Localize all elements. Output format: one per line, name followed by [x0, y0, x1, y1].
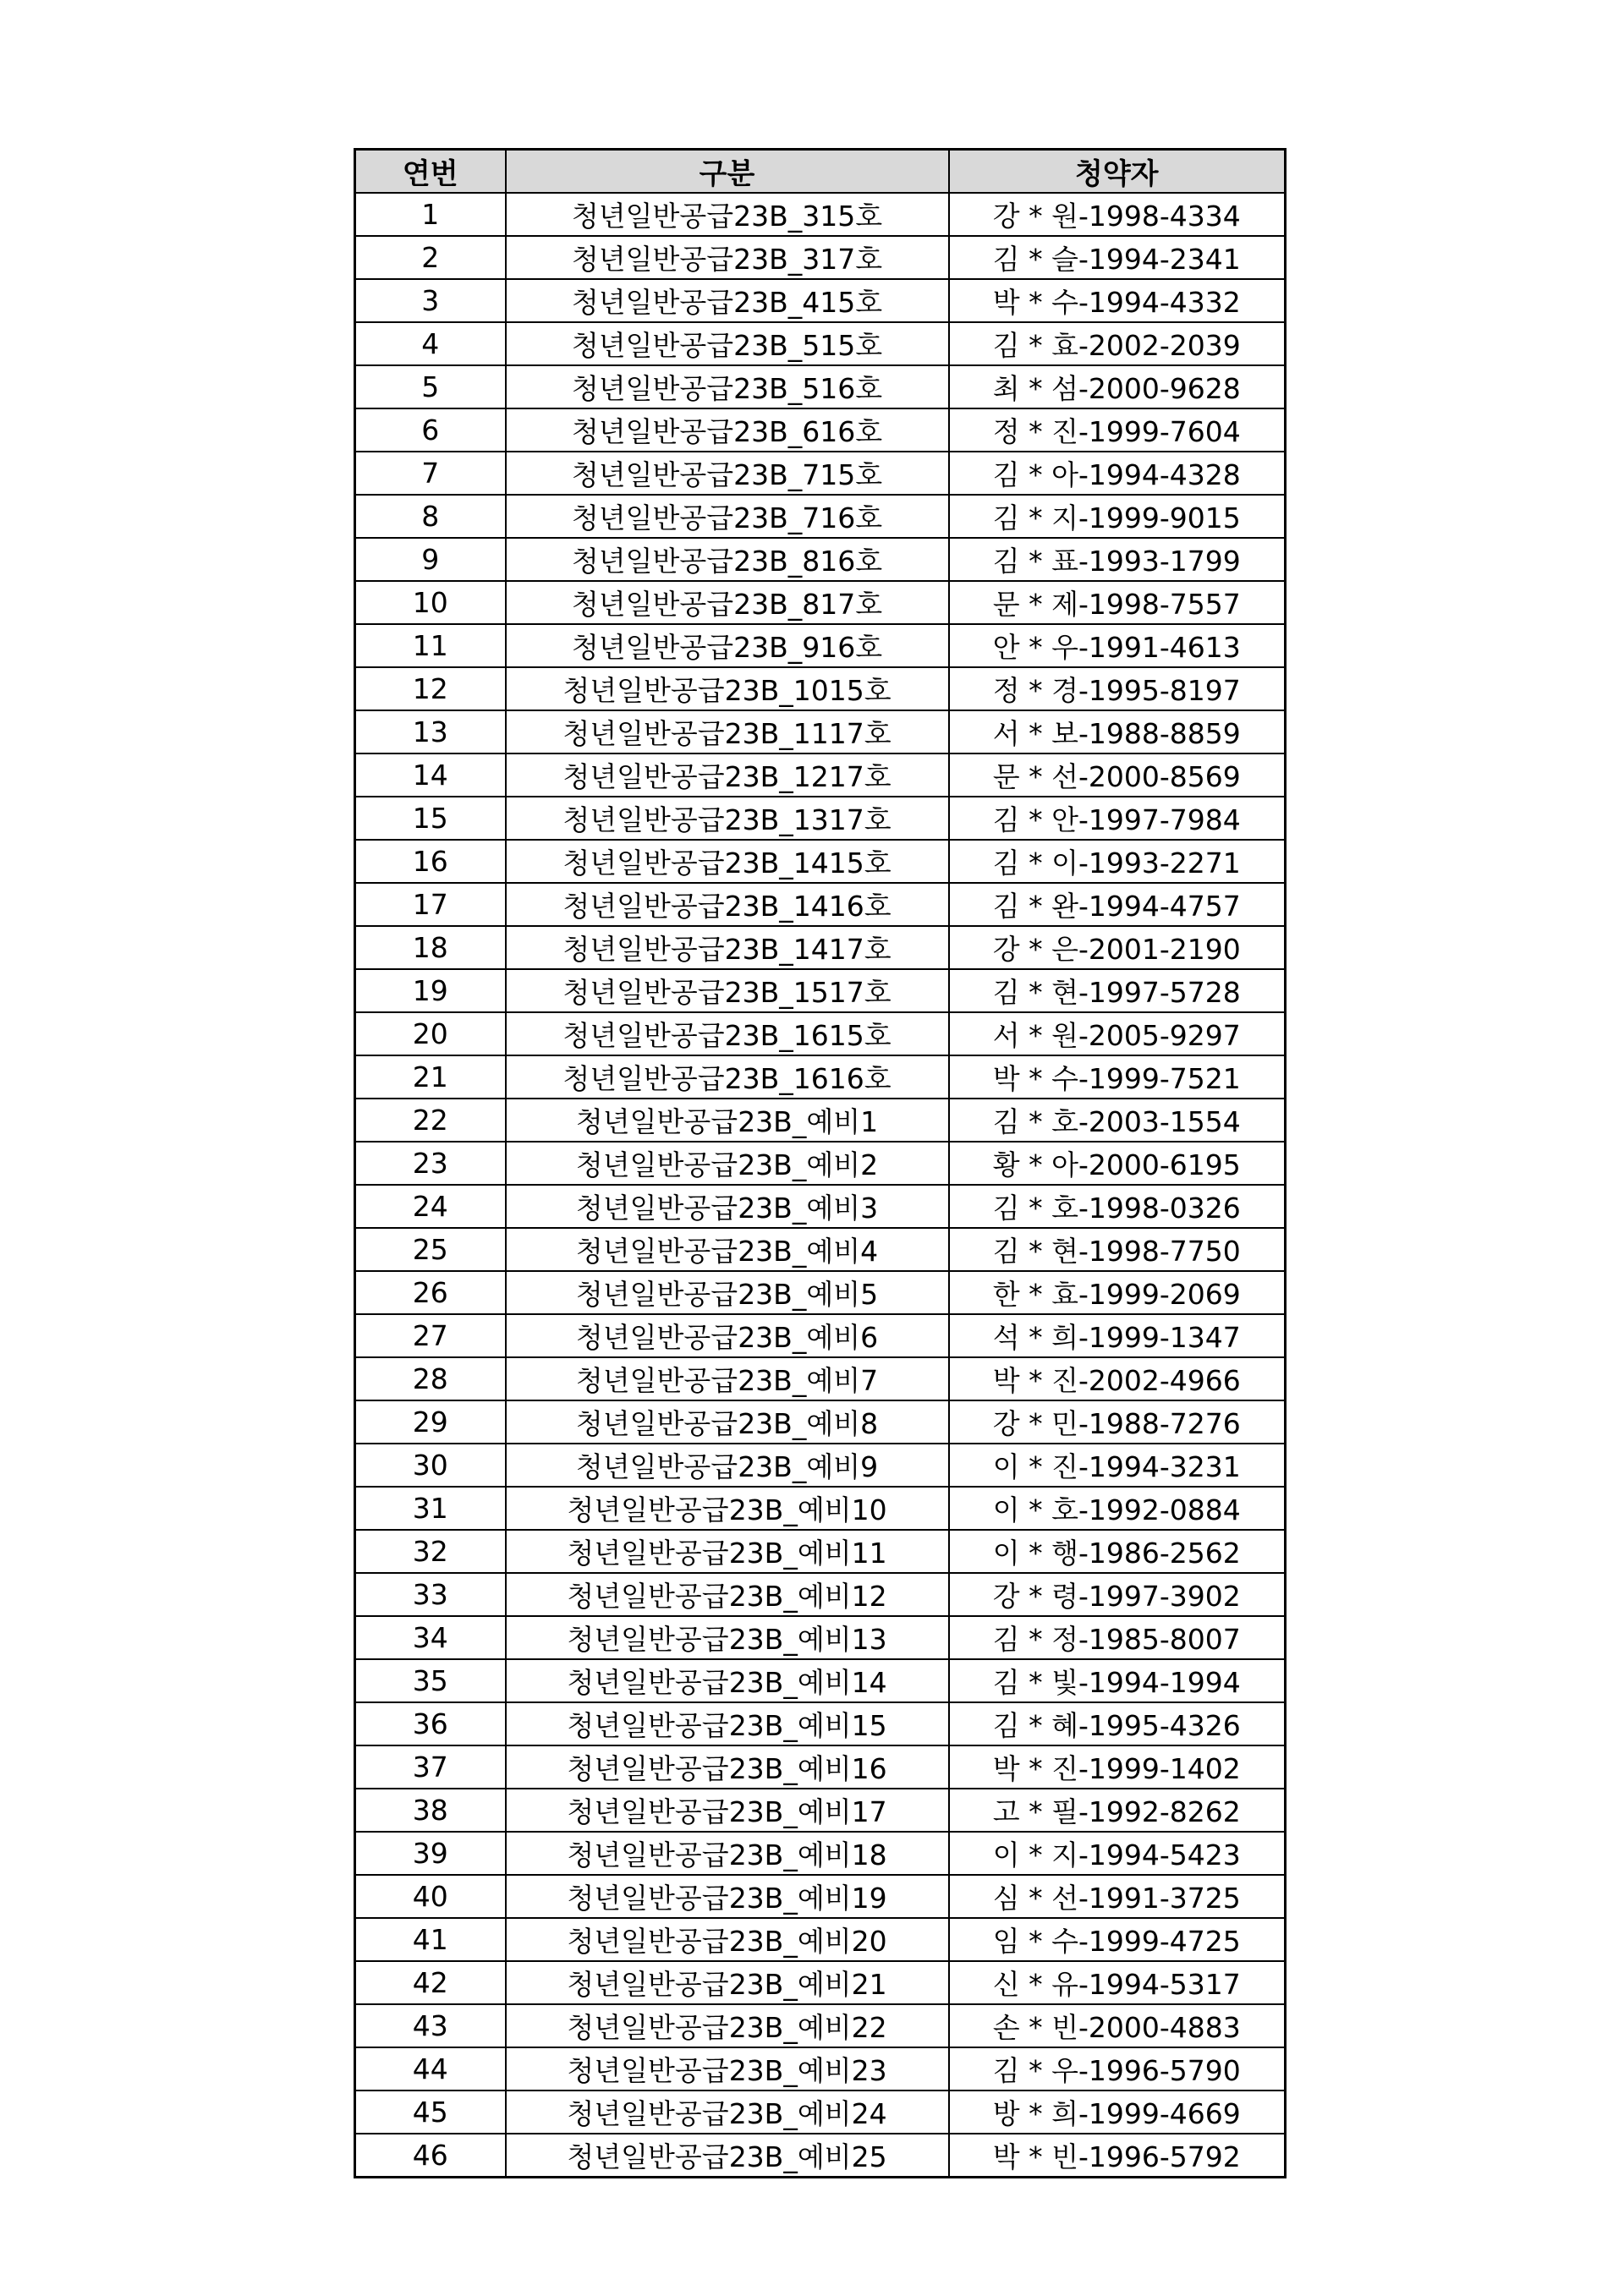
header-serial-number: 연번 [355, 150, 506, 194]
cell-applicant: 강 * 원-1998-4334 [949, 193, 1286, 236]
table-row [355, 1789, 1286, 1832]
cell-category: 청년일반공급23B_예비13 [506, 1616, 949, 1659]
table-row [355, 1487, 1286, 1530]
table-row [355, 581, 1286, 624]
table-row [355, 1745, 1286, 1789]
cell-category: 청년일반공급23B_1415호 [506, 840, 949, 883]
table-row [355, 2134, 1286, 2178]
table-row [355, 1832, 1286, 1875]
cell-applicant: 김 * 우-1996-5790 [949, 2047, 1286, 2091]
cell-serial-number: 29 [355, 1400, 506, 1444]
cell-category: 청년일반공급23B_715호 [506, 452, 949, 495]
cell-category: 청년일반공급23B_예비8 [506, 1400, 949, 1444]
cell-applicant: 김 * 슬-1994-2341 [949, 236, 1286, 279]
cell-serial-number: 4 [355, 322, 506, 365]
cell-category: 청년일반공급23B_예비3 [506, 1185, 949, 1228]
cell-category: 청년일반공급23B_716호 [506, 495, 949, 538]
cell-serial-number: 36 [355, 1702, 506, 1745]
cell-category: 청년일반공급23B_예비5 [506, 1271, 949, 1314]
table-row [355, 1702, 1286, 1745]
table-row [355, 797, 1286, 840]
cell-serial-number: 7 [355, 452, 506, 495]
cell-serial-number: 27 [355, 1314, 506, 1357]
cell-applicant: 박 * 진-1999-1402 [949, 1745, 1286, 1789]
cell-applicant: 김 * 아-1994-4328 [949, 452, 1286, 495]
table-row [355, 452, 1286, 495]
cell-serial-number: 24 [355, 1185, 506, 1228]
cell-serial-number: 34 [355, 1616, 506, 1659]
cell-applicant: 이 * 호-1992-0884 [949, 1487, 1286, 1530]
cell-category: 청년일반공급23B_816호 [506, 538, 949, 581]
cell-applicant: 최 * 섬-2000-9628 [949, 365, 1286, 408]
cell-applicant: 서 * 보-1988-8859 [949, 710, 1286, 753]
cell-category: 청년일반공급23B_1615호 [506, 1012, 949, 1055]
table-row [355, 365, 1286, 408]
cell-applicant: 강 * 민-1988-7276 [949, 1400, 1286, 1444]
cell-applicant: 김 * 완-1994-4757 [949, 883, 1286, 926]
table-row [355, 1271, 1286, 1314]
cell-category: 청년일반공급23B_817호 [506, 581, 949, 624]
cell-applicant: 안 * 우-1991-4613 [949, 624, 1286, 667]
cell-applicant: 손 * 빈-2000-4883 [949, 2004, 1286, 2047]
cell-category: 청년일반공급23B_예비15 [506, 1702, 949, 1745]
table-row [355, 1012, 1286, 1055]
table-row [355, 1228, 1286, 1271]
table-row [355, 1357, 1286, 1400]
cell-serial-number: 6 [355, 408, 506, 452]
table-row [355, 193, 1286, 236]
cell-category: 청년일반공급23B_예비10 [506, 1487, 949, 1530]
cell-category: 청년일반공급23B_1616호 [506, 1055, 949, 1099]
cell-serial-number: 31 [355, 1487, 506, 1530]
cell-category: 청년일반공급23B_예비21 [506, 1961, 949, 2004]
cell-applicant: 김 * 호-2003-1554 [949, 1099, 1286, 1142]
cell-serial-number: 14 [355, 753, 506, 797]
cell-category: 청년일반공급23B_예비1 [506, 1099, 949, 1142]
cell-category: 청년일반공급23B_1117호 [506, 710, 949, 753]
cell-applicant: 정 * 진-1999-7604 [949, 408, 1286, 452]
table-row [355, 883, 1286, 926]
cell-serial-number: 1 [355, 193, 506, 236]
table-row [355, 667, 1286, 710]
cell-category: 청년일반공급23B_1416호 [506, 883, 949, 926]
cell-serial-number: 28 [355, 1357, 506, 1400]
cell-applicant: 김 * 빛-1994-1994 [949, 1659, 1286, 1702]
table-row [355, 710, 1286, 753]
cell-serial-number: 10 [355, 581, 506, 624]
cell-category: 청년일반공급23B_예비7 [506, 1357, 949, 1400]
cell-applicant: 김 * 현-1998-7750 [949, 1228, 1286, 1271]
cell-category: 청년일반공급23B_예비2 [506, 1142, 949, 1185]
cell-category: 청년일반공급23B_415호 [506, 279, 949, 322]
table-row [355, 840, 1286, 883]
table-row [355, 1616, 1286, 1659]
table-row [355, 1573, 1286, 1616]
cell-serial-number: 41 [355, 1918, 506, 1961]
cell-applicant: 고 * 필-1992-8262 [949, 1789, 1286, 1832]
cell-category: 청년일반공급23B_예비9 [506, 1444, 949, 1487]
cell-serial-number: 43 [355, 2004, 506, 2047]
cell-serial-number: 32 [355, 1530, 506, 1573]
cell-category: 청년일반공급23B_예비11 [506, 1530, 949, 1573]
table-row [355, 236, 1286, 279]
cell-serial-number: 5 [355, 365, 506, 408]
cell-applicant: 방 * 희-1999-4669 [949, 2091, 1286, 2134]
table-row [355, 1444, 1286, 1487]
cell-category: 청년일반공급23B_예비19 [506, 1875, 949, 1918]
cell-applicant: 강 * 은-2001-2190 [949, 926, 1286, 969]
cell-serial-number: 9 [355, 538, 506, 581]
table-row [355, 322, 1286, 365]
cell-applicant: 문 * 선-2000-8569 [949, 753, 1286, 797]
cell-category: 청년일반공급23B_예비6 [506, 1314, 949, 1357]
cell-category: 청년일반공급23B_예비25 [506, 2134, 949, 2178]
cell-serial-number: 25 [355, 1228, 506, 1271]
cell-category: 청년일반공급23B_예비23 [506, 2047, 949, 2091]
cell-category: 청년일반공급23B_616호 [506, 408, 949, 452]
cell-applicant: 김 * 이-1993-2271 [949, 840, 1286, 883]
cell-serial-number: 33 [355, 1573, 506, 1616]
cell-applicant: 서 * 원-2005-9297 [949, 1012, 1286, 1055]
table-row [355, 1099, 1286, 1142]
cell-category: 청년일반공급23B_1015호 [506, 667, 949, 710]
table-row [355, 1185, 1286, 1228]
cell-serial-number: 26 [355, 1271, 506, 1314]
cell-applicant: 이 * 행-1986-2562 [949, 1530, 1286, 1573]
cell-serial-number: 17 [355, 883, 506, 926]
cell-applicant: 황 * 아-2000-6195 [949, 1142, 1286, 1185]
cell-serial-number: 37 [355, 1745, 506, 1789]
cell-serial-number: 35 [355, 1659, 506, 1702]
cell-applicant: 김 * 안-1997-7984 [949, 797, 1286, 840]
table-row [355, 1659, 1286, 1702]
table-row [355, 2004, 1286, 2047]
cell-serial-number: 11 [355, 624, 506, 667]
cell-category: 청년일반공급23B_예비24 [506, 2091, 949, 2134]
cell-category: 청년일반공급23B_예비17 [506, 1789, 949, 1832]
table-row [355, 753, 1286, 797]
table-row [355, 495, 1286, 538]
cell-serial-number: 16 [355, 840, 506, 883]
cell-category: 청년일반공급23B_916호 [506, 624, 949, 667]
cell-applicant: 강 * 령-1997-3902 [949, 1573, 1286, 1616]
applicant-table [354, 148, 1287, 2178]
table-row [355, 1314, 1286, 1357]
cell-applicant: 신 * 유-1994-5317 [949, 1961, 1286, 2004]
cell-serial-number: 15 [355, 797, 506, 840]
table-row [355, 624, 1286, 667]
cell-category: 청년일반공급23B_1517호 [506, 969, 949, 1012]
cell-applicant: 김 * 효-2002-2039 [949, 322, 1286, 365]
cell-applicant: 박 * 수-1999-7521 [949, 1055, 1286, 1099]
table-row [355, 1055, 1286, 1099]
cell-applicant: 임 * 수-1999-4725 [949, 1918, 1286, 1961]
cell-category: 청년일반공급23B_317호 [506, 236, 949, 279]
cell-category: 청년일반공급23B_515호 [506, 322, 949, 365]
cell-category: 청년일반공급23B_예비22 [506, 2004, 949, 2047]
cell-category: 청년일반공급23B_1217호 [506, 753, 949, 797]
cell-category: 청년일반공급23B_예비14 [506, 1659, 949, 1702]
table-row [355, 408, 1286, 452]
table-row [355, 538, 1286, 581]
table-row [355, 1961, 1286, 2004]
table-row [355, 1875, 1286, 1918]
cell-serial-number: 42 [355, 1961, 506, 2004]
cell-category: 청년일반공급23B_예비20 [506, 1918, 949, 1961]
header-applicant: 청약자 [949, 150, 1286, 194]
cell-applicant: 박 * 진-2002-4966 [949, 1357, 1286, 1400]
table-row [355, 2047, 1286, 2091]
cell-serial-number: 40 [355, 1875, 506, 1918]
cell-category: 청년일반공급23B_315호 [506, 193, 949, 236]
cell-serial-number: 46 [355, 2134, 506, 2178]
cell-applicant: 정 * 경-1995-8197 [949, 667, 1286, 710]
cell-serial-number: 3 [355, 279, 506, 322]
cell-serial-number: 21 [355, 1055, 506, 1099]
table-header [355, 150, 1286, 194]
cell-serial-number: 44 [355, 2047, 506, 2091]
cell-applicant: 김 * 현-1997-5728 [949, 969, 1286, 1012]
cell-serial-number: 13 [355, 710, 506, 753]
cell-applicant: 김 * 표-1993-1799 [949, 538, 1286, 581]
cell-applicant: 김 * 정-1985-8007 [949, 1616, 1286, 1659]
cell-category: 청년일반공급23B_예비4 [506, 1228, 949, 1271]
cell-applicant: 석 * 희-1999-1347 [949, 1314, 1286, 1357]
table-row [355, 1918, 1286, 1961]
cell-applicant: 김 * 호-1998-0326 [949, 1185, 1286, 1228]
cell-serial-number: 20 [355, 1012, 506, 1055]
cell-applicant: 김 * 혜-1995-4326 [949, 1702, 1286, 1745]
header-category: 구분 [506, 150, 949, 194]
cell-serial-number: 8 [355, 495, 506, 538]
cell-category: 청년일반공급23B_예비18 [506, 1832, 949, 1875]
cell-category: 청년일반공급23B_예비12 [506, 1573, 949, 1616]
cell-applicant: 이 * 진-1994-3231 [949, 1444, 1286, 1487]
table-row [355, 2091, 1286, 2134]
cell-category: 청년일반공급23B_예비16 [506, 1745, 949, 1789]
cell-applicant: 문 * 제-1998-7557 [949, 581, 1286, 624]
cell-serial-number: 12 [355, 667, 506, 710]
cell-applicant: 박 * 수-1994-4332 [949, 279, 1286, 322]
cell-applicant: 한 * 효-1999-2069 [949, 1271, 1286, 1314]
cell-serial-number: 2 [355, 236, 506, 279]
table-row [355, 926, 1286, 969]
cell-serial-number: 19 [355, 969, 506, 1012]
cell-serial-number: 30 [355, 1444, 506, 1487]
table-row [355, 279, 1286, 322]
cell-category: 청년일반공급23B_1317호 [506, 797, 949, 840]
table-body [355, 193, 1286, 2178]
cell-applicant: 이 * 지-1994-5423 [949, 1832, 1286, 1875]
cell-applicant: 박 * 빈-1996-5792 [949, 2134, 1286, 2178]
cell-serial-number: 38 [355, 1789, 506, 1832]
cell-serial-number: 39 [355, 1832, 506, 1875]
cell-serial-number: 18 [355, 926, 506, 969]
cell-applicant: 김 * 지-1999-9015 [949, 495, 1286, 538]
table-row [355, 969, 1286, 1012]
table-row [355, 1530, 1286, 1573]
cell-serial-number: 22 [355, 1099, 506, 1142]
cell-applicant: 심 * 선-1991-3725 [949, 1875, 1286, 1918]
cell-category: 청년일반공급23B_516호 [506, 365, 949, 408]
cell-serial-number: 23 [355, 1142, 506, 1185]
cell-category: 청년일반공급23B_1417호 [506, 926, 949, 969]
cell-serial-number: 45 [355, 2091, 506, 2134]
table-row [355, 1142, 1286, 1185]
header-row [355, 150, 1286, 194]
table-row [355, 1400, 1286, 1444]
